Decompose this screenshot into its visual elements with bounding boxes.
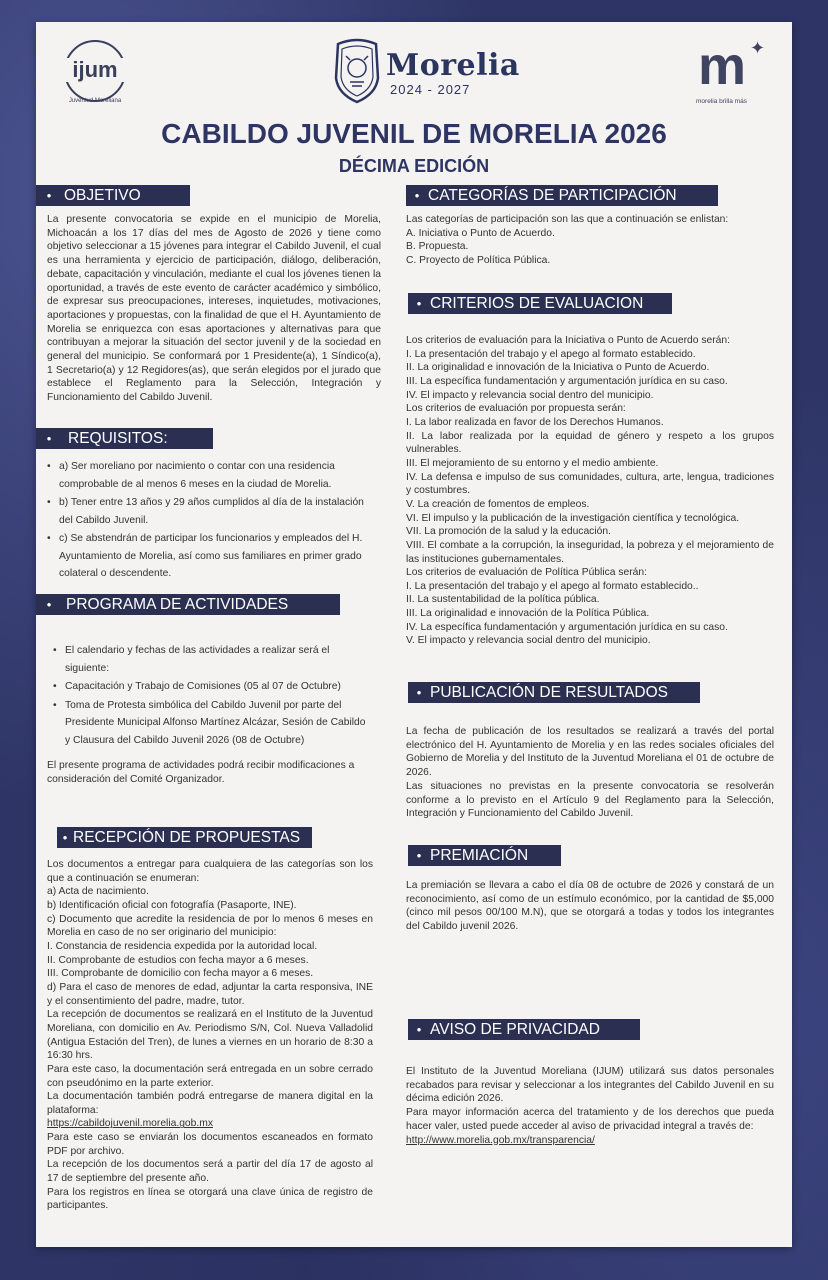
- criterio-line: III. La originalidad e innovación de la Política Pública.: [406, 608, 650, 620]
- recepcion-line: c) Documento que acredite la residencia de por lo menos 6 meses en Morelia en caso de no ser originario del municipio:: [47, 913, 373, 939]
- morelia-m-logo: [696, 36, 770, 106]
- criterio-line: I. La presentación del trabajo y el apego al formato establecido.: [406, 348, 696, 360]
- heading-label: PUBLICACIÓN DE RESULTADOS: [430, 684, 669, 701]
- categoria-line: A. Iniciativa o Punto de Acuerdo.: [406, 227, 555, 239]
- criterio-line: III. El mejoramiento de su entorno y el medio ambiente.: [406, 457, 659, 469]
- aviso-text: [406, 1065, 774, 1147]
- criterio-line: IV. La defensa e impulso de sus comunidades, cultura, arte, lengua, tradiciones y costumbres.: [406, 471, 774, 497]
- criterio-line: I. La labor realizada en favor de los Derechos Humanos.: [406, 416, 664, 428]
- m-logo-tagline: morelia brilla más: [696, 98, 747, 105]
- section-heading-aviso: [408, 1019, 640, 1040]
- recepcion-line: II. Comprobante de estudios con fecha mayor a 6 meses.: [47, 954, 309, 966]
- list-item: • c) Se abstendrán de participar los funcionarios y empleados del H. Ayuntamiento de Morelia, así como sus familiares en primer grado colateral o descendente.: [47, 530, 377, 583]
- m-logo-letter: m: [698, 36, 745, 96]
- programa-list: [53, 642, 373, 750]
- recepcion-line: La documentación también podrá entregarse de manera digital en la plataforma:: [47, 1091, 373, 1116]
- recepcion-line: La recepción de documentos se realizará en el Instituto de la Juventud Moreliana, con domicilio en Av. Periodismo S/N, Col. Nueva Valladolid (Antigua Estación del Tren), de lunes a viernes en un horario de 8:30 a 16:30 hrs.: [47, 1009, 373, 1062]
- list-item: • Toma de Protesta simbólica del Cabildo Juvenil por parte del Presidente Municipal Alfonso Martínez Alcázar, Sesión de Cabildo y Clausura del Cabildo Juvenil 2026 (08 de Octubre): [53, 697, 373, 750]
- heading-label: PROGRAMA DE ACTIVIDADES: [66, 596, 289, 613]
- bullet-icon: •: [416, 296, 422, 311]
- bullet-icon: •: [416, 848, 422, 863]
- aviso-line: Para mayor información acerca del tratamiento y de los derechos que pueda hacer valer, usted puede acceder al aviso de privacidad integral a través de:: [406, 1107, 774, 1132]
- morelia-coat-of-arms-icon: [330, 38, 384, 104]
- aviso-line: El Instituto de la Juventud Moreliana (IJUM) utilizará sus datos personales recabados para revisar y seleccionar a los integrantes del Cabildo Juvenil en su décima edición 2026.: [406, 1066, 774, 1105]
- programa-note: El presente programa de actividades podrá recibir modificaciones a consideración del Comité Organizador.: [47, 760, 355, 785]
- heading-label: AVISO DE PRIVACIDAD: [430, 1021, 600, 1038]
- ijum-logo-text: ijum: [58, 58, 132, 82]
- heading-label: CATEGORÍAS DE PARTICIPACIÓN: [428, 187, 677, 204]
- criterio-line: Los criterios de evaluación para la Iniciativa o Punto de Acuerdo serán:: [406, 335, 730, 346]
- recepcion-line: La recepción de los documentos será a partir del día 17 de agosto al 17 de septiembre del presente año.: [47, 1159, 373, 1185]
- criterio-line: Los criterios de evaluación por propuesta serán:: [406, 403, 626, 415]
- recepcion-line: I. Constancia de residencia expedida por la autoridad local.: [47, 940, 318, 952]
- recepcion-line: Los documentos a entregar para cualquiera de las categorías son los que a continuación se enumeran:: [47, 859, 373, 884]
- criterio-line: II. La originalidad e innovación de la Iniciativa o Punto de Acuerdo.: [406, 362, 710, 374]
- transparencia-link[interactable]: http://www.morelia.gob.mx/transparencia/: [406, 1134, 595, 1146]
- publicacion-text: [406, 725, 774, 821]
- section-heading-premiacion: [408, 845, 561, 866]
- heading-label: CRITERIOS DE EVALUACION: [430, 295, 644, 312]
- heading-label: PREMIACIÓN: [430, 847, 529, 864]
- page-title: CABILDO JUVENIL DE MORELIA 2026: [161, 118, 667, 149]
- criterio-line: VII. La promoción de la salud y la educación.: [406, 526, 611, 538]
- categoria-line: C. Proyecto de Política Pública.: [406, 255, 551, 267]
- criterios-text: [406, 334, 774, 648]
- recepcion-text: [47, 858, 373, 1213]
- criterio-line: VI. El impulso y la publicación de la investigación científica y tecnológica.: [406, 512, 740, 524]
- categoria-line: Las categorías de participación son las que a continuación se enlistan:: [406, 214, 729, 225]
- recepcion-line: Para este caso se enviarán los documentos escaneados en formato PDF por archivo.: [47, 1132, 373, 1157]
- recepcion-line: III. Comprobante de domicilio con fecha mayor a 6 meses.: [47, 968, 314, 980]
- categorias-text: [406, 213, 778, 268]
- heading-label: RECEPCIÓN DE PROPUESTAS: [73, 829, 301, 846]
- list-item: • Capacitación y Trabajo de Comisiones (05 al 07 de Octubre): [53, 678, 373, 696]
- list-item: • a) Ser moreliano por nacimiento o contar con una residencia comprobable de al menos 6 meses en la ciudad de Morelia.: [47, 458, 377, 493]
- categoria-line: B. Propuesta.: [406, 241, 469, 253]
- ijum-logo: [58, 38, 132, 108]
- recepcion-line: d) Para el caso de menores de edad, adjuntar la carta responsiva, INE y el consentimiento del padre, madre, tutor.: [47, 981, 373, 1007]
- section-heading-criterios: [408, 293, 672, 314]
- recepcion-line: Para los registros en línea se otorgará una clave única de registro de participantes.: [47, 1186, 373, 1212]
- bullet-icon: •: [46, 188, 52, 203]
- section-heading-categorias: [406, 185, 718, 206]
- bullet-icon: •: [416, 685, 422, 700]
- recepcion-line: b) Identificación oficial con fotografía (Pasaporte, INE).: [47, 899, 297, 911]
- recepcion-line: Para este caso, la documentación será entregada en un sobre cerrado con pseudónimo en la parte exterior.: [47, 1063, 373, 1089]
- cabildo-juvenil-link[interactable]: https://cabildojuvenil.morelia.gob.mx: [47, 1118, 213, 1130]
- criterio-line: V. El impacto y relevancia social dentro del municipio.: [406, 635, 651, 647]
- heading-label: REQUISITOS:: [68, 430, 168, 447]
- ijum-logo-subtitle: Juventud Moreliana: [68, 98, 122, 104]
- section-heading-requisitos: [36, 428, 213, 449]
- criterio-line: IV. El impacto y relevancia social dentro del municipio.: [406, 389, 654, 401]
- bullet-icon: •: [62, 830, 68, 845]
- criterio-line: Los criterios de evaluación de Política Pública serán:: [406, 567, 647, 579]
- publicacion-line: Las situaciones no previstas en la presente convocatoria se resolverán conforme a lo previsto en el Artículo 9 del Reglamento para la Selección, Integración y Funcionamiento del Cabildo Juvenil.: [406, 780, 774, 820]
- section-heading-publicacion: [408, 682, 700, 703]
- section-heading-programa: [36, 594, 340, 615]
- list-item: • b) Tener entre 13 años y 29 años cumplidos al día de la instalación del Cabildo Juvenil.: [47, 494, 377, 529]
- convocatoria-poster: [36, 22, 792, 1247]
- administration-years: 2024 - 2027: [390, 82, 471, 97]
- morelia-brand: Morelia: [386, 48, 520, 83]
- star-icon: ✦: [750, 38, 766, 58]
- recepcion-line: a) Acta de nacimiento.: [47, 886, 149, 898]
- criterio-line: VIII. El combate a la corrupción, la inseguridad, la pobreza y el mejoramiento de las instituciones gubernamentales.: [406, 539, 774, 565]
- heading-label: OBJETIVO: [64, 187, 141, 204]
- criterio-line: V. La creación de fomentos de empleos.: [406, 498, 590, 510]
- criterio-line: III. La específica fundamentación y argumentación jurídica en su caso.: [406, 375, 728, 387]
- criterio-line: IV. La específica fundamentación y argumentación jurídica en su caso.: [406, 621, 728, 633]
- bullet-icon: •: [416, 1022, 422, 1037]
- criterio-line: II. La sustentabilidad de la política pública.: [406, 594, 600, 606]
- bullet-icon: •: [46, 431, 52, 446]
- requisitos-list: [47, 458, 377, 584]
- bullet-icon: •: [414, 188, 420, 203]
- publicacion-line: La fecha de publicación de los resultados se realizará a través del portal electrónico del H. Ayuntamiento de Morelia y en las redes sociales oficiales del Gobierno de Morelia y del Instituto de la Juventud Moreliana el 01 de octubre de 2026.: [406, 726, 774, 779]
- objetivo-text: La presente convocatoria se expide en el municipio de Morelia, Michoacán a los 17 días del mes de Agosto de 2026 y tiene como objetivo seleccionar a 15 jóvenes para integrar el Cabildo Juvenil, el cual es una herramienta y ejercicio de participación, diálogo, deliberación, debate, capacitación y vinculación, mediante el cual los jóvenes tienen la oportunidad, a través de este evento de carácter académico y simbólico, de expresar sus preocupaciones, intereses, inquietudes, motivaciones, aportaciones y propuestas, con la finalidad de que el H. Ayuntamiento de Morelia se enriquezca con esas aportaciones y alternativas para que contribuyan a mejorar la situación del sector juvenil y de la sociedad en general del municipio. Se conformará por 1 Presidente(a), 1 Síndico(a), 1 Secretario(a) y 12 Regidores(as), que serán elegidos por el jurado que establece el Reglamento para la Selección, Integración y Funcionamiento del Cabildo Juvenil.: [47, 214, 381, 404]
- section-heading-objetivo: [36, 185, 190, 206]
- bullet-icon: •: [46, 597, 52, 612]
- criterio-line: I. La presentación del trabajo y el apego al formato establecido..: [406, 580, 699, 592]
- criterio-line: II. La labor realizada por la equidad de género y respeto a los grupos vulnerables.: [406, 430, 774, 456]
- list-item: • El calendario y fechas de las actividades a realizar será el siguiente:: [53, 642, 373, 677]
- section-heading-recepcion: [57, 827, 312, 848]
- page-subtitle: DÉCIMA EDICIÓN: [338, 156, 490, 176]
- premiacion-text: La premiación se llevara a cabo el día 08 de octubre de 2026 y constará de un reconocimiento, así como de un estímulo económico, por la cantidad de $5,000 (cinco mil pesos 00/100 M.N), que se otorgará a todas y todos los integrantes del Cabildo juvenil 2026.: [406, 880, 774, 933]
